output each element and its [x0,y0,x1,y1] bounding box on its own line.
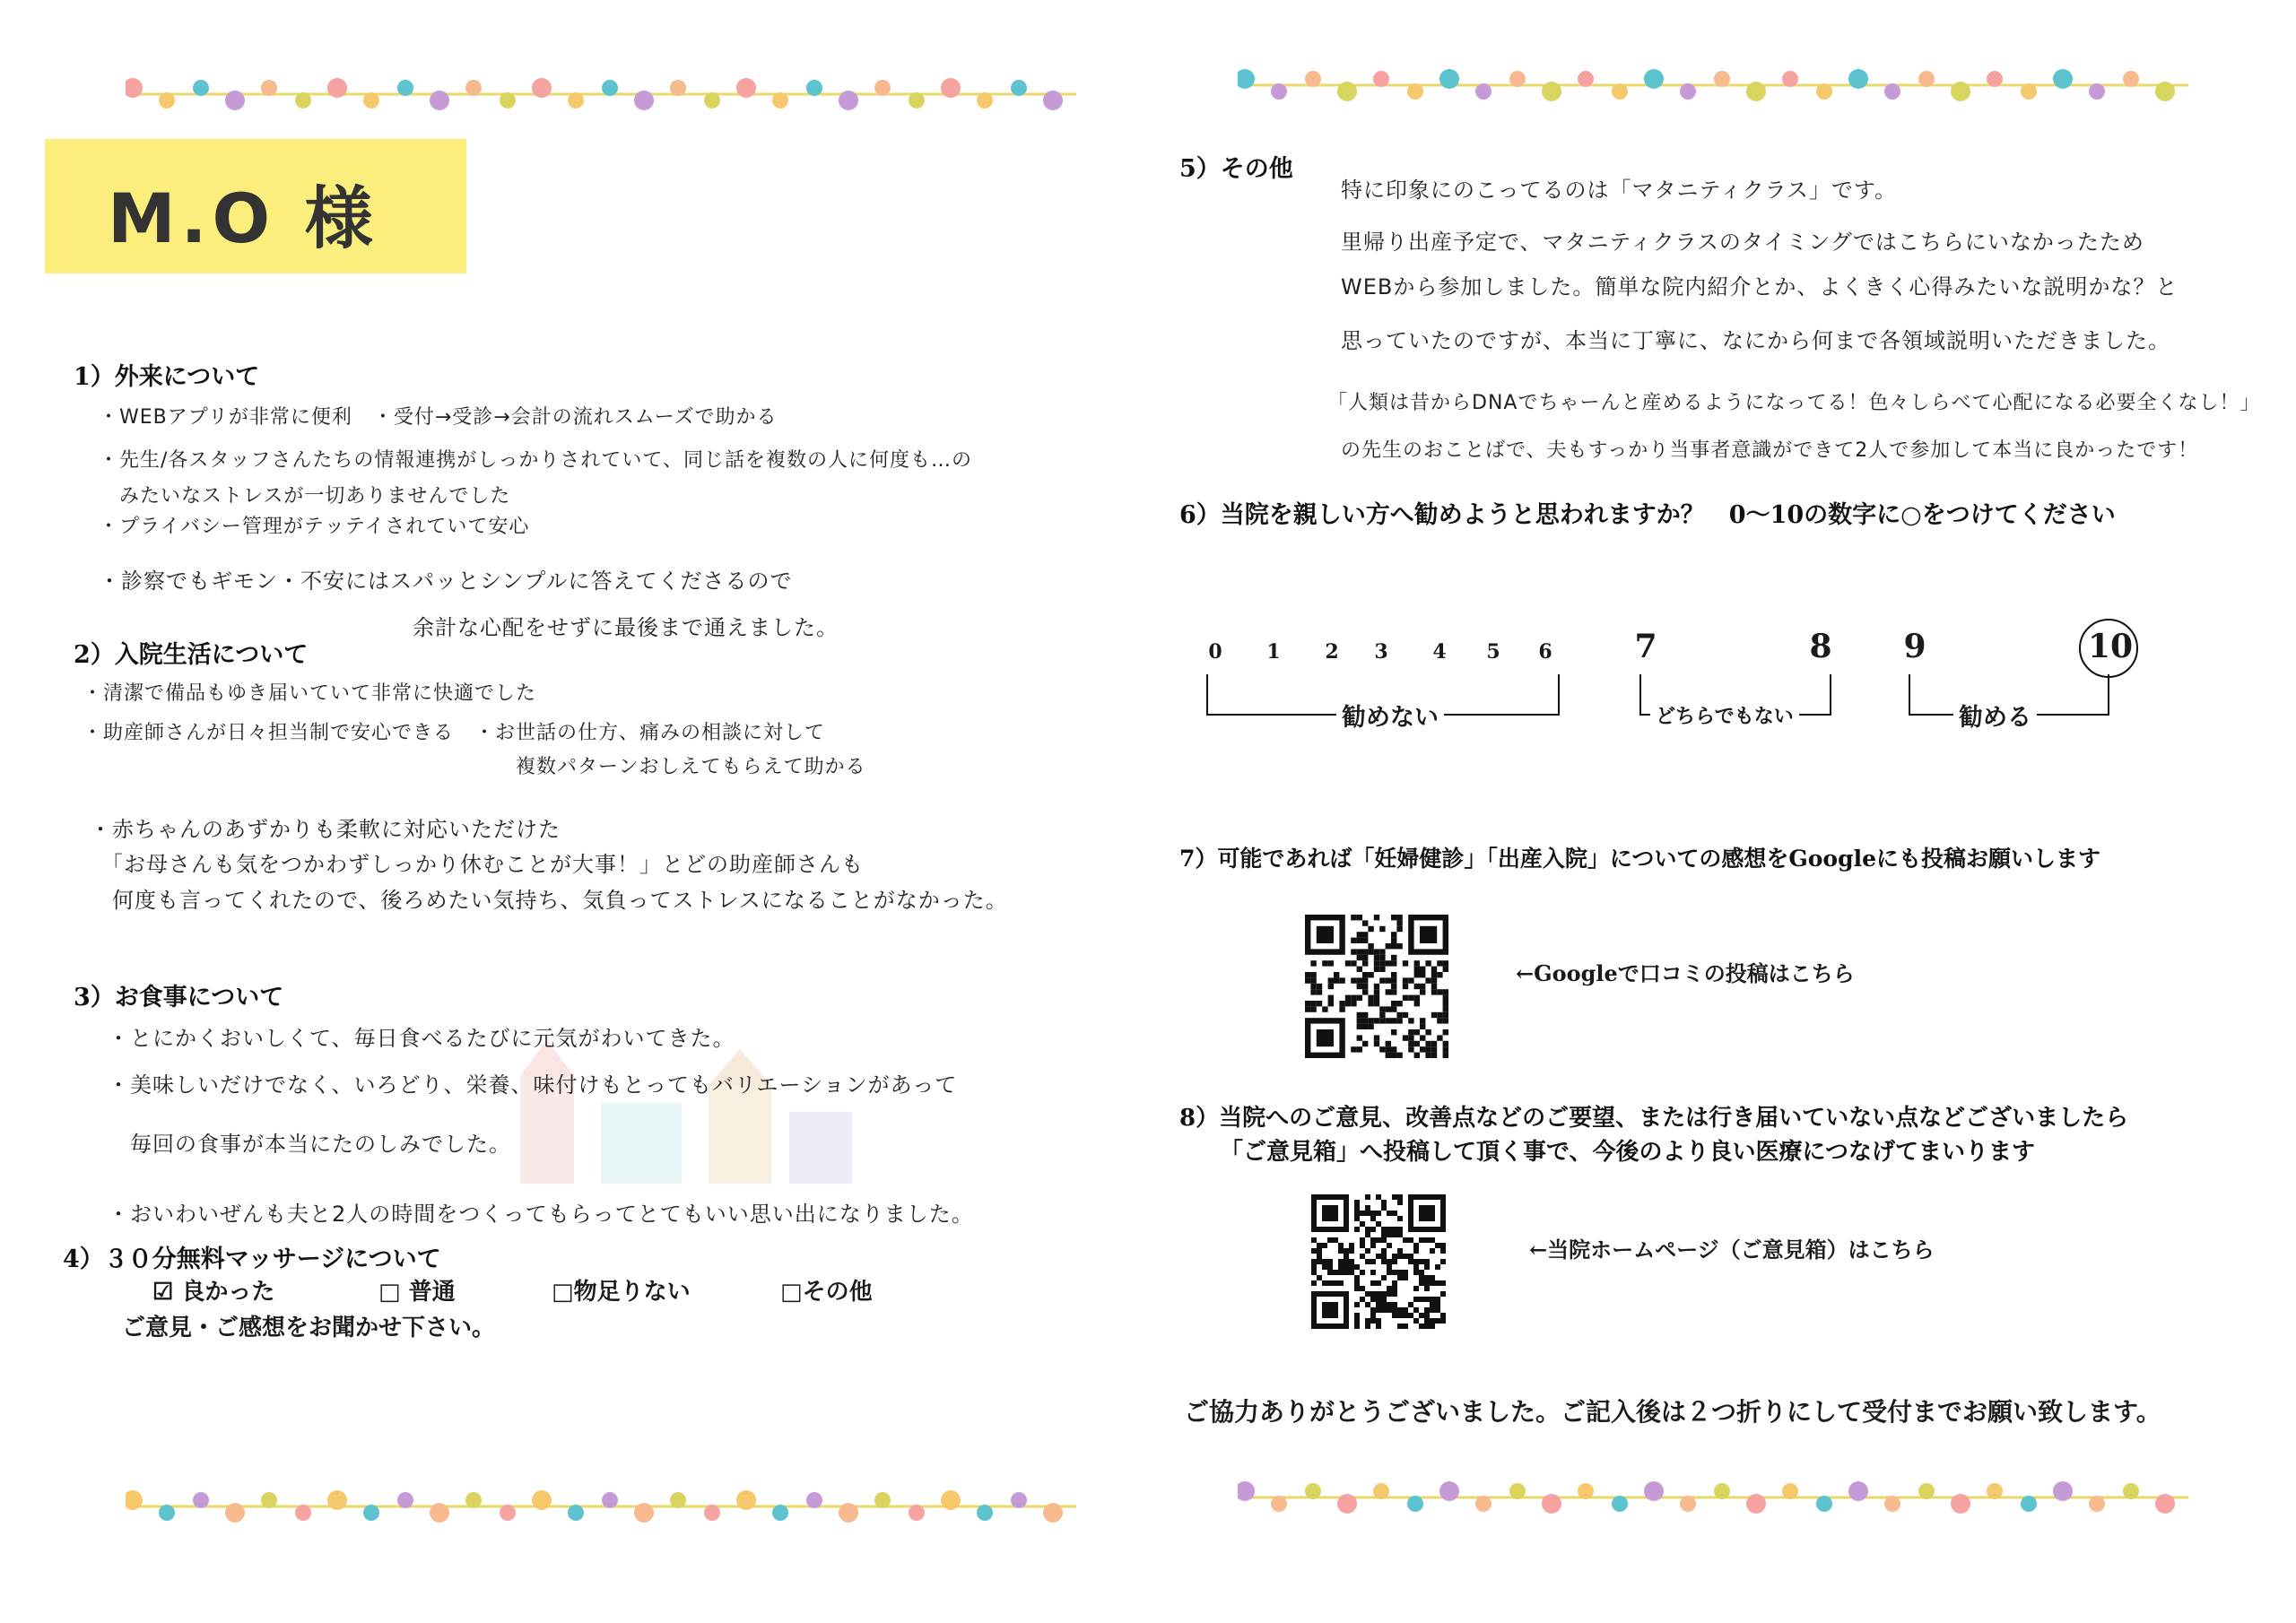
garland-dot [1305,1483,1321,1499]
label-neutral: どちらでもない [1650,701,1799,729]
garland-dot [1884,1496,1900,1512]
garland-dot [1509,1483,1526,1499]
garland-dot [2123,1483,2139,1499]
homepage-qr-caption: ←当院ホームページ（ご意見箱）はこちら [1529,1237,1935,1263]
garland-dot [704,92,720,108]
garland-dot [1782,1483,1798,1499]
answer-line: 里帰り出産予定で、マタニティクラスのタイミングではこちらにいなかったため [1341,230,2144,255]
garland-dot [363,92,379,108]
garland-dot [193,80,209,96]
answer-line: 毎回の食事が本当にたのしみでした。 [108,1132,511,1157]
answer-line: ・診察でもギモン・不安にはスパッとシンプルに答えてくださるので [99,568,793,594]
garland-dot [806,1492,822,1508]
dot-garland-top-right [1238,67,2206,103]
garland-dot [1951,1494,1970,1514]
garland-dot [2089,1496,2105,1512]
answer-line: 「人類は昔からDNAでちゃーんと産めるようになってる！色々しらべて心配になる必要全くなし！」 [1327,392,2261,414]
name-tag [45,139,466,273]
answer-line: 余計な心配をせずに最後まで通えました。 [99,615,839,640]
answer-line: ・先生/各スタッフさんたちの情報連携がしっかりされていて、同じ話を複数の人に何度も…の [99,449,972,472]
answer-line: ・美味しいだけでなく、いろどり、栄養、味付けもとってもバリエーションがあって [108,1072,958,1098]
garland-dot [261,80,277,96]
section-1-heading: 1）外来について [74,363,260,391]
garland-dot [193,1492,209,1508]
section-2-heading: 2）入院生活について [74,641,309,669]
garland-dot [1848,1481,1868,1501]
scale-number[interactable]: 8 [1809,628,1832,665]
garland-dot [2155,1494,2175,1514]
garland-dot [1714,71,1730,87]
garland-dot [1680,1496,1696,1512]
garland-dot [465,1492,482,1508]
garland-dot [2053,1481,2073,1501]
garland-dot [941,1490,961,1510]
garland-dot [1951,82,1970,101]
answer-line: ・とにかくおいしくて、毎日食べるたびに元気がわいてきた。 [108,1026,735,1051]
garland-dot [295,92,311,108]
answer-line: ・おいわいぜんも夫と2人の時間をつくってもらってとてもいい思い出になりました。 [108,1202,974,1227]
garland-dot [1439,69,1459,89]
scale-number[interactable]: 6 [1538,640,1552,664]
garland-dot [1918,71,1935,87]
section-8-subheading: 「ご意見箱」へ投稿して頂く事で、今後のより良い医療につなげてまいります [1220,1139,2035,1166]
answer-line: ・赤ちゃんのあずかりも柔軟に対応いただけた [90,817,561,842]
garland-dot [704,1505,720,1521]
garland-dot [532,1490,552,1510]
garland-dot [159,92,175,108]
massage-option-other[interactable]: □その他 [780,1279,873,1306]
garland-dot [568,1505,584,1521]
garland-dot [327,78,347,98]
garland-dot [736,78,756,98]
garland-dot [1271,1496,1287,1512]
garland-dot [430,91,449,110]
section-8-heading: 8）当院へのご意見、改善点などのご要望、または行き届いていない点などございましたら [1179,1105,2129,1132]
garland-dot [1782,71,1798,87]
garland-dot [261,1492,277,1508]
garland-dot [1644,1481,1664,1501]
right-page [1148,0,2296,1623]
garland-dot [1337,82,1357,101]
garland-dot [465,80,482,96]
scale-number[interactable]: 1 [1266,640,1281,664]
section-6-heading: 6）当院を親しい方へ勧めようと思われますか？ 0〜10の数字に○をつけてください [1179,501,2116,529]
answer-line: の先生のおことばで、夫もすっかり当事者意識ができて2人で参加して本当に良かったです！ [1341,439,2199,462]
google-qr-caption: ←Googleで口コミの投稿はこちら [1516,960,1855,986]
garland-dot [568,92,584,108]
garland-dot [2123,71,2139,87]
section-3-heading: 3）お食事について [74,984,284,1011]
garland-dot [977,92,993,108]
garland-dot [532,78,552,98]
closing-message: ご協力ありがとうございました。ご記入後は２つ折りにして受付までお願い致します。 [1184,1397,2161,1427]
garland-dot [909,92,925,108]
scale-number[interactable]: 9 [1903,628,1926,665]
garland-dot [736,1490,756,1510]
google-review-qr-code[interactable] [1305,915,1448,1058]
garland-dot [602,1492,618,1508]
garland-dot [1475,83,1492,100]
garland-dot [1884,83,1900,100]
answer-line: ・プライバシー管理がテッテイされていて安心 [99,516,530,538]
garland-dot [1509,71,1526,87]
answer-line: ・WEBアプリが非常に便利 ・受付→受診→会計の流れスムーズで助かる [99,406,778,429]
garland-dot [602,80,618,96]
answer-line: ・清潔で備品もゆき届いていて非常に快適でした [83,682,537,705]
garland-dot [1439,1481,1459,1501]
garland-dot [2089,83,2105,100]
garland-dot [1746,82,1766,101]
garland-dot [1848,69,1868,89]
garland-dot [1011,1492,1027,1508]
answer-line: ・助産師さんが日々担当制で安心できる ・お世話の仕方、痛みの相談に対して [83,722,826,744]
respondent-name: M.O 様 [108,178,378,258]
homepage-qr-code[interactable] [1311,1194,1446,1329]
garland-dot [1373,71,1389,87]
label-not-recommend: 勧めない [1336,698,1444,733]
scale-number-selected[interactable]: 10 [2088,628,2134,665]
section-4-heading: 4）３０分無料マッサージについて [63,1245,441,1273]
garland-dot [977,1505,993,1521]
scale-number[interactable]: 7 [1634,628,1657,665]
garland-dot [772,1505,788,1521]
garland-dot [500,1505,516,1521]
garland-dot [1337,1494,1357,1514]
garland-dot [225,91,245,110]
massage-option-good[interactable]: ☑ 良かった [152,1279,275,1306]
garland-dot [1475,1496,1492,1512]
label-recommend: 勧める [1953,698,2037,733]
garland-dot [1542,1494,1561,1514]
garland-dot [941,78,961,98]
answer-line: みたいなストレスが一切ありませんでした [99,485,511,508]
garland-dot [2155,82,2175,101]
garland-dot [1542,82,1561,101]
dot-garland-bottom-left [126,1488,1094,1524]
garland-dot [634,91,654,110]
garland-dot [1271,83,1287,100]
garland-dot [1578,1483,1594,1499]
garland-dot [1373,1483,1389,1499]
garland-dot [1043,91,1063,110]
garland-dot [1987,1483,2003,1499]
answer-line: WEBから参加しました。簡単な院内紹介とか、よくきく心得みたいな説明かな？と [1341,274,2179,299]
answer-line: 特に印象にのこってるのは「マタニティクラス」です。 [1341,178,1897,203]
garland-dot [1987,71,2003,87]
garland-dot [1816,83,1832,100]
selected-circle-mark [2079,619,2138,678]
garland-dot [772,92,788,108]
massage-option-normal[interactable]: □ 普通 [378,1279,456,1306]
garland-dot [327,1490,347,1510]
garland-dot [397,1492,413,1508]
garland-dot [1011,80,1027,96]
garland-dot [1612,1496,1628,1512]
garland-dot [295,1505,311,1521]
section-5-heading: 5）その他 [1179,155,1293,183]
garland-dot [1714,1483,1730,1499]
garland-dot [430,1503,449,1523]
garland-dot [634,1503,654,1523]
garland-dot [670,1492,686,1508]
garland-dot [1644,69,1664,89]
garland-dot [1407,83,1423,100]
garland-dot [1578,71,1594,87]
garland-dot [909,1505,925,1521]
answer-line: 複数パターンおしえてもらえて助かる [83,756,866,778]
dot-garland-top-left [126,76,1094,112]
answer-line: 何度も言ってくれたので、後ろめたい気持ち、気負ってストレスになることがなかった。 [90,888,1008,913]
answer-line: 「お母さんも気をつかわずしっかり休むことが大事！」とどの助産師さんも [90,852,864,877]
scale-number[interactable]: 3 [1374,640,1388,664]
garland-dot [1612,83,1628,100]
garland-dot [1407,1496,1423,1512]
answer-line: 思っていたのですが、本当に丁寧に、なにから何まで各領域説明いただきました。 [1341,328,2170,353]
garland-dot [159,1505,175,1521]
scale-number[interactable]: 2 [1325,640,1339,664]
garland-dot [1305,71,1321,87]
garland-dot [874,1492,891,1508]
garland-dot [1918,1483,1935,1499]
garland-dot [1816,1496,1832,1512]
dot-garland-bottom-right [1238,1480,2206,1515]
garland-dot [2053,69,2073,89]
garland-dot [874,80,891,96]
scale-number[interactable]: 5 [1486,640,1500,664]
garland-dot [1043,1503,1063,1523]
garland-dot [2021,1496,2037,1512]
garland-dot [2021,83,2037,100]
garland-dot [1680,83,1696,100]
garland-dot [225,1503,245,1523]
garland-dot [363,1505,379,1521]
garland-dot [839,91,858,110]
garland-dot [397,80,413,96]
garland-dot [500,92,516,108]
garland-dot [1746,1494,1766,1514]
garland-dot [670,80,686,96]
garland-dot [839,1503,858,1523]
section-7-heading: 7）可能であれば「妊婦健診」「出産入院」についての感想をGoogleにも投稿お願いします [1179,846,2100,872]
feedback-prompt: ご意見・ご感想をお聞かせ下さい。 [122,1315,496,1341]
scale-number[interactable]: 4 [1432,640,1447,664]
scale-number[interactable]: 0 [1208,640,1222,664]
massage-option-insufficient[interactable]: □物足りない [552,1279,691,1306]
garland-dot [806,80,822,96]
